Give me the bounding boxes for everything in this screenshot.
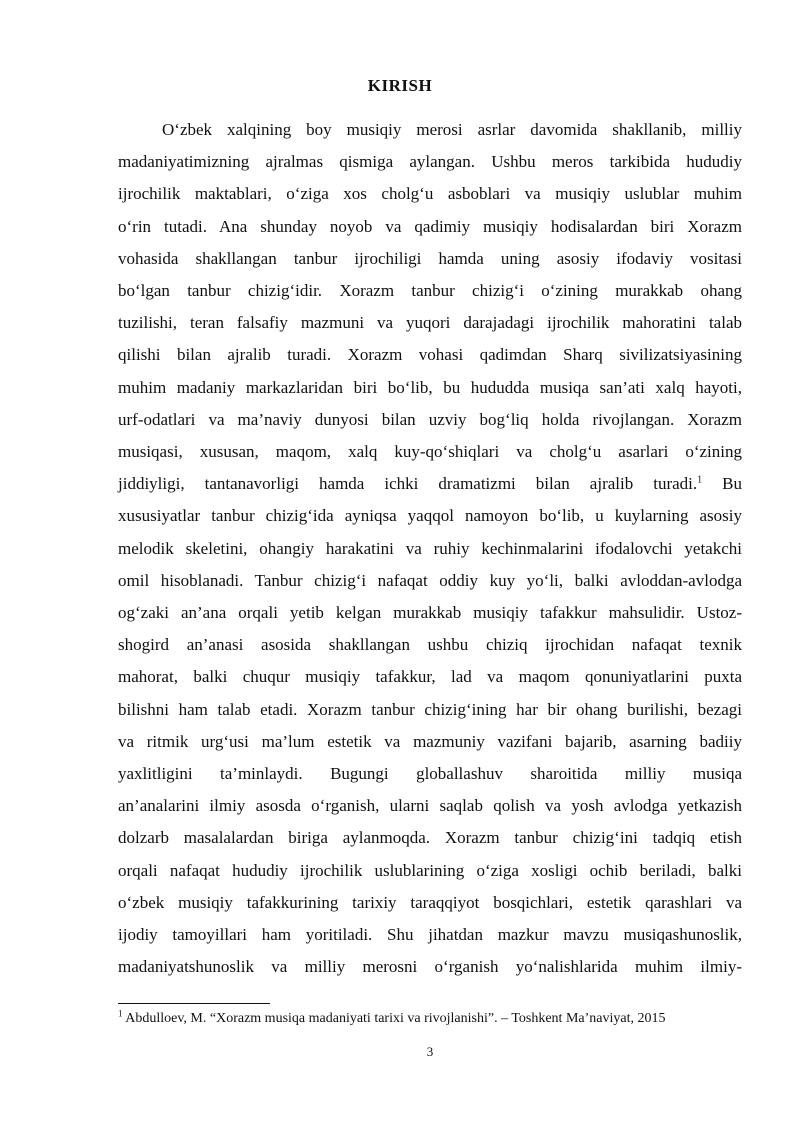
footnote-text: Abdulloev, M. “Xorazm musiqa madaniyati tarixi va rivojlanishi”. – Toshkent Ma’naviyat, 2015 <box>125 1011 666 1026</box>
text-line: shogird an’anasi asosida shakllangan ushbu chiziq ijrochidan nafaqat texnik <box>118 635 742 655</box>
text-line: musiqasi, xususan, maqom, xalq kuy-qo‘shiqlari va cholg‘u asarlari o‘zining <box>118 442 742 462</box>
footnote-number: 1 <box>118 1008 123 1019</box>
body-paragraph <box>118 114 742 983</box>
text-line: vohasida shakllangan tanbur ijrochiligi hamda uning asosiy ifodaviy vositasi <box>118 248 742 268</box>
text-line: madaniyatimizning ajralmas qismiga aylangan. Ushbu meros tarkibida hududiy <box>118 152 742 172</box>
text-line-with-footnote <box>118 468 742 500</box>
text-line: o‘zbek musiqiy tafakkurining tarixiy taraqqiyot bosqichlari, estetik qarashlari va <box>118 892 742 912</box>
text-line: muhim madaniy markazlaridan biri bo‘lib, bu hududda musiqa san’ati xalq hayoti, <box>118 377 742 397</box>
text-line-start: jiddiyligi, tantanavorligi hamda ichki dramatizmi bilan ajralib turadi. <box>118 474 698 494</box>
text-line: va ritmik urg‘usi ma’lum estetik va mazmuniy vazifani bajarib, asarning badiiy <box>118 731 742 751</box>
text-line: mahorat, balki chuqur musiqiy tafakkur, lad va maqom qonuniyatlarini puxta <box>118 667 742 687</box>
text-line: o‘rin tutadi. Ana shunday noyob va qadimiy musiqiy hodisalardan biri Xorazm <box>118 216 742 236</box>
text-line: O‘zbek xalqining boy musiqiy merosi asrlar davomida shakllanib, milliy <box>162 120 742 139</box>
text-line: xususiyatlar tanbur chizig‘ida ayniqsa yaqqol namoyon bo‘lib, u kuylarning asosiy <box>118 506 742 526</box>
text-line: og‘zaki an’ana orqali yetib kelgan murakkab musiqiy tafakkur mahsulidir. Ustoz- <box>118 603 742 623</box>
text-line: orqali nafaqat hududiy ijrochilik uslublarining o‘ziga xosligi ochib beriladi, balki <box>118 860 742 880</box>
text-line: dolzarb masalalardan biriga aylanmoqda. Xorazm tanbur chizig‘ini tadqiq etish <box>118 828 742 848</box>
text-line: qilishi bilan ajralib turadi. Xorazm vohasi qadimdan Sharq sivilizatsiyasining <box>118 345 742 365</box>
text-line: omil hisoblanadi. Tanbur chizig‘i nafaqat oddiy kuy yo‘li, balki avloddan-avlodga <box>118 570 742 590</box>
text-line: an’analarini ilmiy asosda o‘rganish, ularni saqlab qolish va yosh avlodga yetkazish <box>118 796 742 816</box>
footnote-marker[interactable]: 1 <box>697 474 703 486</box>
footnote <box>118 1010 742 1028</box>
text-line: ijodiy tamoyillari ham yoritiladi. Shu jihatdan mazkur mavzu musiqashunoslik, <box>118 925 742 945</box>
page-number: 3 <box>426 1044 434 1059</box>
text-line: bo‘lgan tanbur chizig‘idir. Xorazm tanbur chizig‘i o‘zining murakkab ohang <box>118 281 742 301</box>
text-line: tuzilishi, teran falsafiy mazmuni va yuqori darajadagi ijrochilik mahoratini talab <box>118 313 742 333</box>
footnote-separator <box>118 1003 270 1004</box>
page-title: KIRISH <box>367 76 433 95</box>
text-line: yaxlitligini ta’minlaydi. Bugungi globallashuv sharoitida milliy musiqa <box>118 764 742 784</box>
text-line: melodik skeletini, ohangiy harakatini va ruhiy kechinmalarini ifodalovchi yetakchi <box>118 538 742 558</box>
text-line: madaniyatshunoslik va milliy merosni o‘rganish yo‘nalishlarida muhim ilmiy- <box>118 957 742 977</box>
text-line: bilishni ham talab etadi. Xorazm tanbur chizig‘ining har bir ohang burilishi, bezagi <box>118 699 742 719</box>
text-line: urf-odatlari va ma’naviy dunyosi bilan uzviy bog‘liq holda rivojlangan. Xorazm <box>118 409 742 429</box>
text-line: ijrochilik maktablari, o‘ziga xos cholg‘u asboblari va musiqiy uslublar muhim <box>118 184 742 204</box>
text-line-end: Bu <box>722 474 742 494</box>
